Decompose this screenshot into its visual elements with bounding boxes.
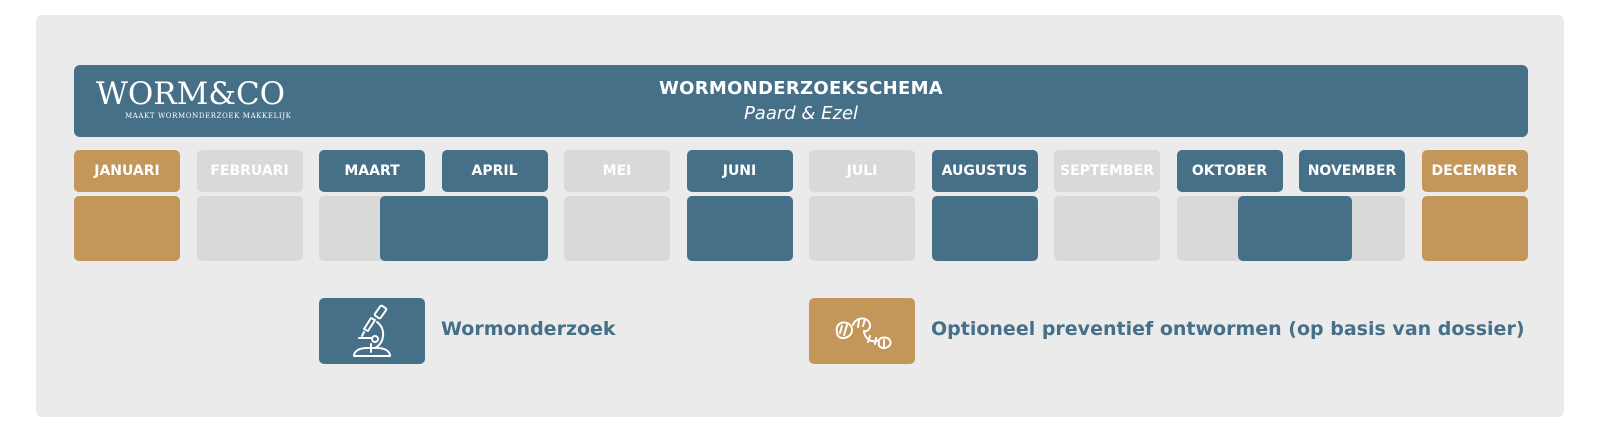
month-label-september: SEPTEMBER — [1054, 150, 1160, 192]
onderzoek-period-bar-1 — [380, 196, 547, 261]
month-label-juli: JULI — [809, 150, 915, 192]
month-label-november: NOVEMBER — [1299, 150, 1405, 192]
month-cell-augustus — [932, 196, 1038, 261]
worm-icon — [809, 298, 915, 364]
month-cell-juni — [687, 196, 793, 261]
month-cell-september — [1054, 196, 1160, 261]
month-label-oktober: OKTOBER — [1177, 150, 1283, 192]
page-subtitle: Paard & Ezel — [743, 103, 859, 124]
month-label-februari: FEBRUARI — [197, 150, 303, 192]
legend-swatch-ontwormen — [809, 298, 915, 364]
microscope-icon — [319, 298, 425, 364]
month-label-augustus: AUGUSTUS — [932, 150, 1038, 192]
page-title: WORMONDERZOEKSCHEMA — [658, 78, 944, 99]
legend-label-ontwormen: Optioneel preventief ontwormen (op basis van dossier) — [931, 318, 1525, 340]
month-cell-juli — [809, 196, 915, 261]
month-label-maart: MAART — [319, 150, 425, 192]
month-label-januari: JANUARI — [74, 150, 180, 192]
onderzoek-period-bar-2 — [1238, 196, 1352, 261]
month-label-juni: JUNI — [687, 150, 793, 192]
logo-wordmark: WORM&CO — [96, 76, 286, 112]
month-label-april: APRIL — [442, 150, 548, 192]
month-cell-januari — [74, 196, 180, 261]
month-cell-mei — [564, 196, 670, 261]
month-label-mei: MEI — [564, 150, 670, 192]
logo-tagline: MAAKT WORMONDERZOEK MAKKELIJK — [125, 112, 292, 120]
legend-swatch-wormonderzoek — [319, 298, 425, 364]
month-cell-december — [1422, 196, 1528, 261]
legend-label-wormonderzoek: Wormonderzoek — [441, 318, 616, 340]
month-cell-februari — [197, 196, 303, 261]
month-label-december: DECEMBER — [1422, 150, 1528, 192]
header-banner — [74, 65, 1528, 137]
